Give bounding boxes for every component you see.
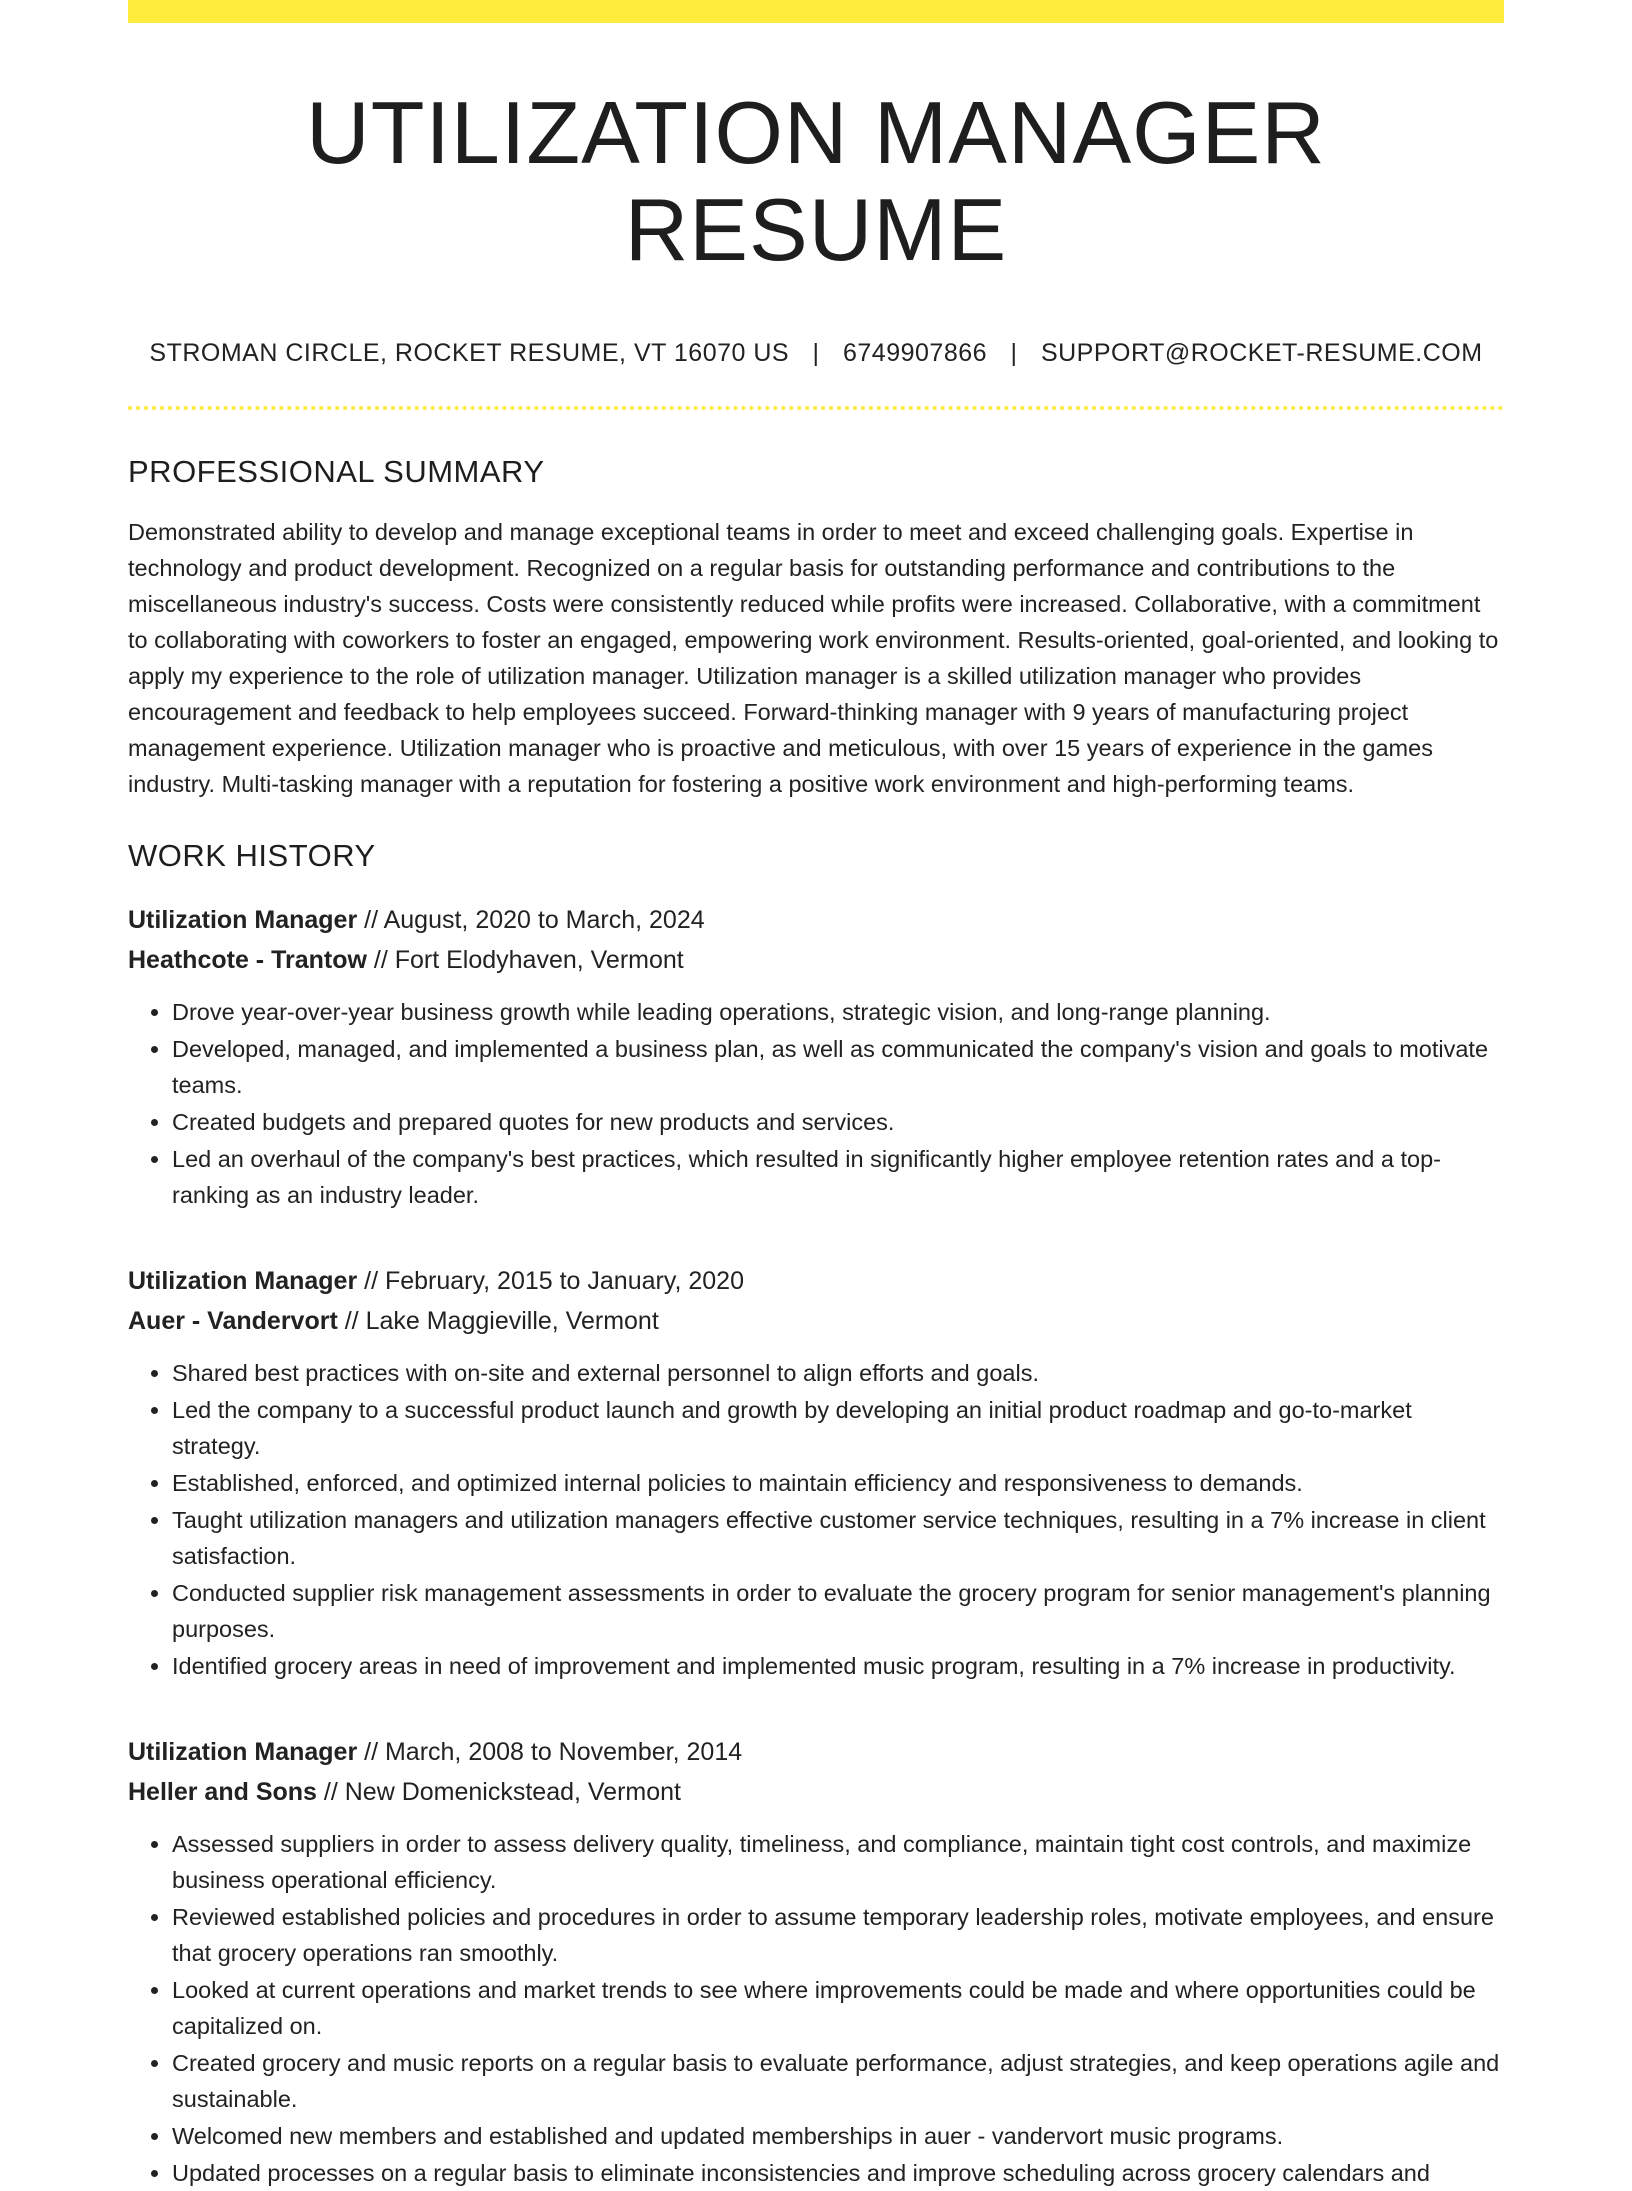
job-bullet: • Created budgets and prepared quotes for new products and services. <box>172 1104 1504 1140</box>
contact-address: STROMAN CIRCLE, ROCKET RESUME, VT 16070 US <box>149 338 790 367</box>
job-entry <box>128 1732 1504 2191</box>
job-bullet: • Assessed suppliers in order to assess delivery quality, timeliness, and compliance, maintain tight cost controls, and maximize business operational efficiency. <box>172 1826 1504 1898</box>
job-bullet: • Shared best practices with on-site and external personnel to align efforts and goals. <box>172 1355 1504 1391</box>
contact-phone: 6749907866 <box>843 338 988 367</box>
job-bullet: • Taught utilization managers and utilization managers effective customer service techniques, resulting in a 7% increase in client satisfaction. <box>172 1502 1504 1574</box>
job-location: // Fort Elodyhaven, Vermont <box>366 945 684 974</box>
job-title: Utilization Manager <box>128 1266 358 1295</box>
job-bullet: • Led an overhaul of the company's best practices, which resulted in significantly higher employee retention rates and a top-ranking as an industry leader. <box>172 1141 1504 1213</box>
job-bullet: • Identified grocery areas in need of improvement and implemented music program, resulting in a 7% increase in productivity. <box>172 1648 1504 1684</box>
job-bullet: • Welcomed new members and established and updated memberships in auer - vandervort music programs. <box>172 2118 1504 2154</box>
resume-title: UTILIZATION MANAGER RESUME <box>306 83 1326 279</box>
job-company: Heathcote - Trantow <box>128 945 367 974</box>
job-bullets <box>128 1826 1504 2191</box>
job-bullet: • Created grocery and music reports on a regular basis to evaluate performance, adjust strategies, and keep operations agile and sustainable. <box>172 2045 1504 2117</box>
job-company-line <box>128 1772 1504 1812</box>
job-entry <box>128 900 1504 1213</box>
job-title: Utilization Manager <box>128 1737 358 1766</box>
job-bullet: • Led the company to a successful product launch and growth by developing an initial product roadmap and go-to-market strategy. <box>172 1392 1504 1464</box>
job-bullets <box>128 994 1504 1213</box>
job-entry <box>128 1261 1504 1684</box>
job-title: Utilization Manager <box>128 905 358 934</box>
contact-line <box>128 339 1504 368</box>
job-title-line <box>128 900 1504 940</box>
dotted-divider <box>128 406 1504 410</box>
job-company: Auer - Vandervort <box>128 1306 338 1335</box>
resume-page <box>128 0 1504 2191</box>
work-history-heading: WORK HISTORY <box>128 837 376 873</box>
job-bullet: • Reviewed established policies and procedures in order to assume temporary leadership roles, motivate employees, and ensure that grocery operations ran smoothly. <box>172 1899 1504 1971</box>
contact-separator: | <box>1010 338 1018 367</box>
job-dates: // March, 2008 to November, 2014 <box>357 1737 743 1766</box>
summary-heading: PROFESSIONAL SUMMARY <box>128 453 545 489</box>
job-bullet: • Developed, managed, and implemented a business plan, as well as communicated the company's vision and goals to motivate teams. <box>172 1031 1504 1103</box>
job-company: Heller and Sons <box>128 1777 317 1806</box>
job-bullet: • Established, enforced, and optimized internal policies to maintain efficiency and responsiveness to demands. <box>172 1465 1504 1501</box>
job-location: // New Domenickstead, Vermont <box>316 1777 681 1806</box>
job-location: // Lake Maggieville, Vermont <box>337 1306 659 1335</box>
summary-text: Demonstrated ability to develop and manage exceptional teams in order to meet and exceed challenging goals. Expertise in technology and product development. Recognized on a regular basis for outstanding performance and contributions to the miscellaneous industry's success. Costs were consistently reduced while profits were increased. Collaborative, with a commitment to collaborating with coworkers to foster an engaged, empowering work environment. Results-oriented, goal-oriented, and looking to apply my experience to the role of utilization manager. Utilization manager is a skilled utilization manager who provides encouragement and feedback to help employees succeed. Forward-thinking manager with 9 years of manufacturing project management experience. Utilization manager who is proactive and meticulous, with over 15 years of experience in the games industry. Multi-tasking manager with a reputation for fostering a positive work environment and high-performing teams. <box>128 518 1499 797</box>
job-bullets <box>128 1355 1504 1684</box>
job-bullet: • Conducted supplier risk management assessments in order to evaluate the grocery program for senior management's planning purposes. <box>172 1575 1504 1647</box>
contact-email: SUPPORT@ROCKET-RESUME.COM <box>1040 338 1483 367</box>
job-company-line <box>128 1301 1504 1341</box>
job-dates: // February, 2015 to January, 2020 <box>357 1266 744 1295</box>
accent-bar <box>128 0 1504 23</box>
job-bullet: • Updated processes on a regular basis to eliminate inconsistencies and improve scheduling across grocery calendars and <box>172 2155 1504 2191</box>
job-title-line <box>128 1261 1504 1301</box>
job-company-line <box>128 940 1504 980</box>
contact-separator: | <box>812 338 820 367</box>
job-dates: // August, 2020 to March, 2024 <box>357 905 705 934</box>
job-bullet: • Looked at current operations and market trends to see where improvements could be made and where opportunities could be capitalized on. <box>172 1972 1504 2044</box>
job-bullet: • Drove year-over-year business growth while leading operations, strategic vision, and long-range planning. <box>172 994 1504 1030</box>
job-title-line <box>128 1732 1504 1772</box>
